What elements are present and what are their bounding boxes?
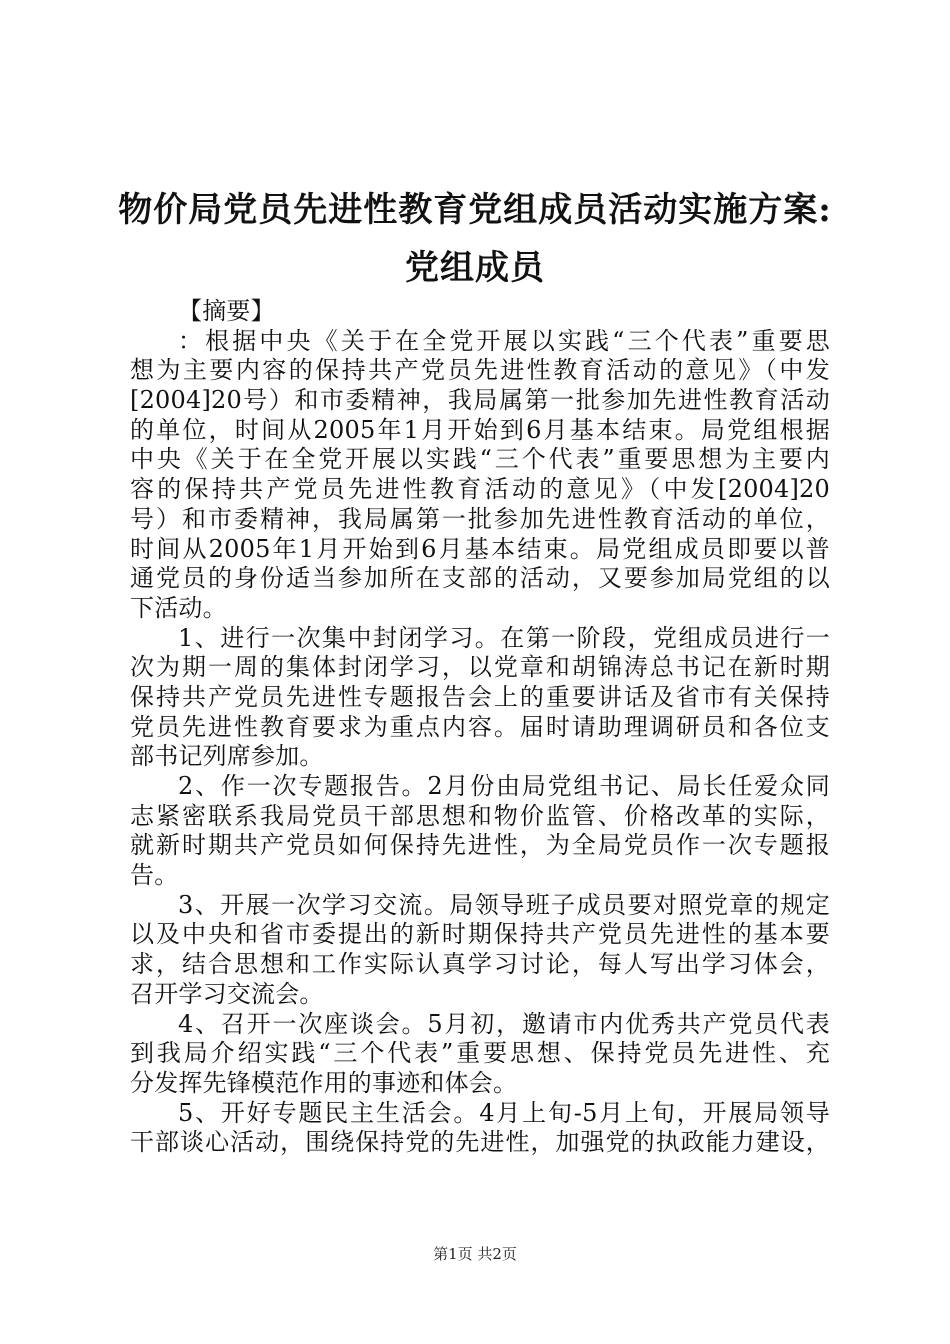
body-line: 想为主要内容的保持共产党员先进性教育活动的意见》（中发 [130,356,830,385]
body-line: 就新时期共产党员如何保持先进性，为全局党员作一次专题报 [130,831,830,860]
body-line: 到我局介绍实践“三个代表”重要思想、保持党员先进性、充 [130,1039,830,1068]
body-line: 容的保持共产党员先进性教育活动的意见》（中发[2004]20 [130,475,830,504]
body-line: 3、开展一次学习交流。局领导班子成员要对照党章的规定 [178,890,830,919]
body-line: 的单位，时间从2005年1月开始到6月基本结束。局党组根据 [130,415,830,444]
body-line: 1、进行一次集中封闭学习。在第一阶段，党组成员进行一 [178,623,830,652]
body-line: 通党员的身份适当参加所在支部的活动，又要参加局党组的以 [130,564,830,593]
body-line: 下活动。 [130,593,227,622]
body-line: 求，结合思想和工作实际认真学习讨论，每人写出学习体会， [130,950,830,979]
body-line: 干部谈心活动，围绕保持党的先进性，加强党的执政能力建设， [130,1128,830,1157]
body-line: 时间从2005年1月开始到6月基本结束。局党组成员即要以普 [130,534,830,563]
body-line: 5、开好专题民主生活会。4月上旬-5月上旬，开展局领导 [178,1098,830,1127]
body-line: 以及中央和省市委提出的新时期保持共产党员先进性的基本要 [130,920,830,949]
body-line: 中央《关于在全党开展以实践“三个代表”重要思想为主要内 [130,445,830,474]
document-title-line2: 党组成员 [405,248,545,288]
body-line: 告。 [130,861,179,890]
body-line: 召开学习交流会。 [130,979,324,1008]
body-line: 党员先进性教育要求为重点内容。届时请助理调研员和各位支 [130,712,830,741]
body-line: 部书记列席参加。 [130,742,324,771]
body-line: ：根据中央《关于在全党开展以实践“三个代表”重要思 [178,326,830,355]
body-line: 保持共产党员先进性专题报告会上的重要讲话及省市有关保持 [130,682,830,711]
body-line: 志紧密联系我局党员干部思想和物价监管、价格改革的实际， [130,801,830,830]
abstract-label: 【摘要】 [178,297,275,325]
body-line: 号）和市委精神，我局属第一批参加先进性教育活动的单位， [130,504,830,533]
document-title-line1: 物价局党员先进性教育党组成员活动实施方案: [118,190,832,230]
body-line: 次为期一周的集体封闭学习，以党章和胡锦涛总书记在新时期 [130,653,830,682]
body-line: [2004]20号）和市委精神，我局属第一批参加先进性教育活动 [130,386,830,415]
page-footer: 第1页 共2页 [433,1245,517,1263]
body-line: 2、作一次专题报告。2月份由局党组书记、局长任爱众同 [178,772,830,800]
document-body [130,297,830,1158]
body-line: 4、召开一次座谈会。5月初，邀请市内优秀共产党员代表 [178,1009,830,1038]
body-line: 分发挥先锋模范作用的事迹和体会。 [130,1068,518,1097]
